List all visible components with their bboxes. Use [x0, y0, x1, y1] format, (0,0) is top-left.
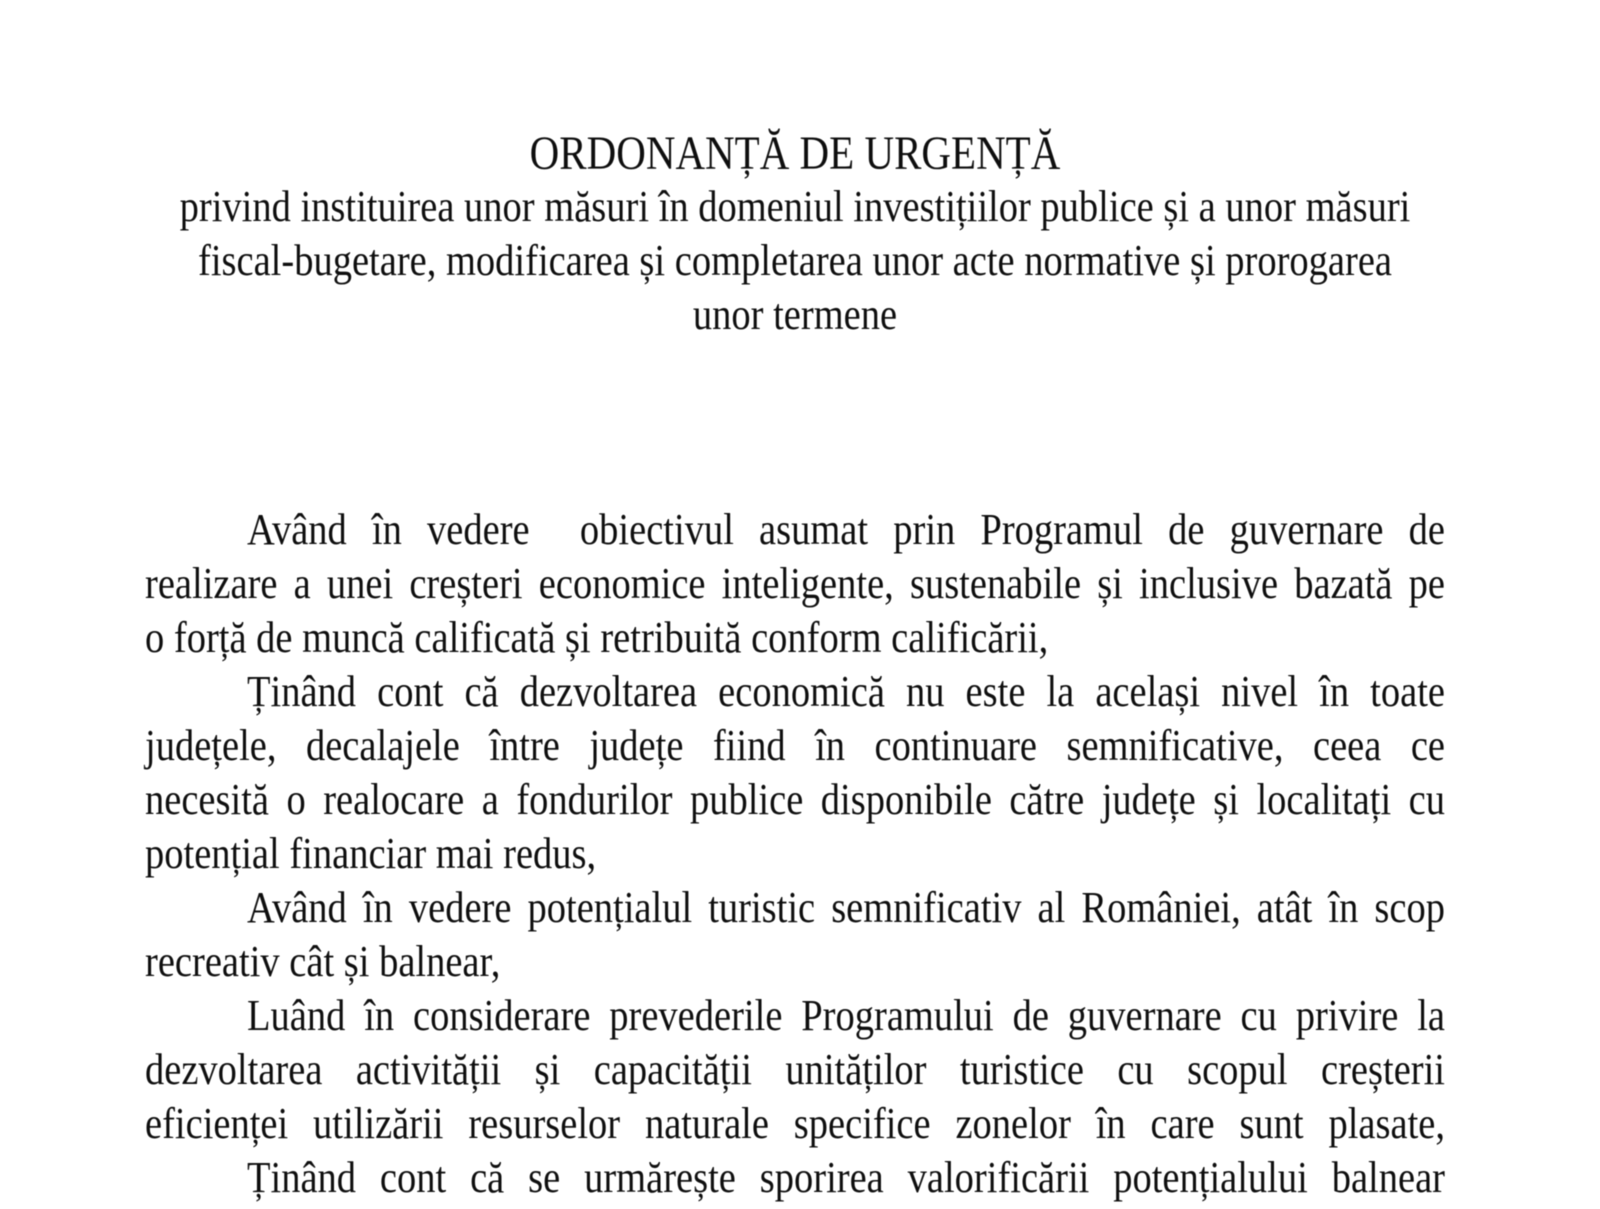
- body-line: necesită o realocare a fondurilor publice disponibile către județe și localitați cu: [145, 775, 1445, 825]
- body-line: județele, decalajele între județe fiind în continuare semnificative, ceea ce: [145, 721, 1445, 771]
- body-line: Având în vedere potențialul turistic semnificativ al României, atât în scop: [247, 883, 1445, 933]
- body-line: realizare a unei creșteri economice inteligente, sustenabile și inclusive bazată pe: [145, 559, 1445, 609]
- paragraph-1: [145, 503, 1445, 665]
- body-line: eficienței utilizării resurselor naturale specifice zonelor în care sunt plasate,: [145, 1099, 1445, 1149]
- paragraph-3: [145, 881, 1445, 989]
- paragraph-4: [145, 989, 1445, 1151]
- body-line: Luând în considerare prevederile Programului de guvernare cu privire la: [247, 991, 1445, 1041]
- document-subtitle-line-3: unor termene: [692, 290, 898, 340]
- document-subtitle-line-2: fiscal-bugetare, modificarea și completarea unor acte normative și prorogarea: [198, 236, 1392, 286]
- body-line: dezvoltarea activității și capacității unităților turistice cu scopul creșterii: [145, 1045, 1445, 1095]
- document-content: [145, 126, 1445, 1205]
- body-line: Ținând cont că dezvoltarea economică nu este la același nivel în toate: [247, 667, 1445, 717]
- body-line: potențial financiar mai redus,: [145, 829, 597, 879]
- document-subtitle-line-1: privind instituirea unor măsuri în domeniul investițiilor publice și a unor măsuri: [179, 182, 1411, 232]
- document-body: [145, 503, 1445, 1205]
- body-line: o forță de muncă calificată și retribuită conform calificării,: [145, 613, 1049, 663]
- document-title: ORDONANȚĂ DE URGENȚĂ: [529, 126, 1061, 180]
- body-line: Ținând cont că se urmărește sporirea valorificării potențialului balnear: [247, 1153, 1445, 1203]
- paragraph-2: [145, 665, 1445, 881]
- body-line: Având în vedere obiectivul asumat prin Programul de guvernare de: [247, 505, 1445, 555]
- paragraph-5: [145, 1151, 1445, 1205]
- document-subtitle: [145, 180, 1445, 342]
- body-line: recreativ cât și balnear,: [145, 937, 501, 987]
